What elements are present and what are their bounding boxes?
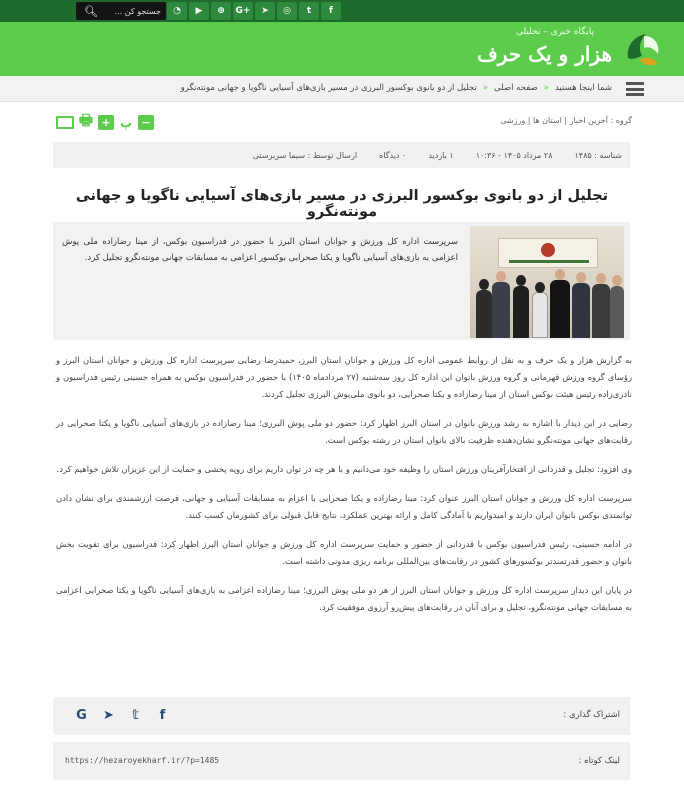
print-icon[interactable]: 🖶︎ xyxy=(78,111,94,129)
font-increase-icon[interactable]: + xyxy=(98,115,114,130)
share-box xyxy=(53,697,630,735)
article-paragraph: رضایی در این دیدار با اشاره به رشد ورزش بانوان در استان البرز اظهار کرد: حضور دو ملی پوش البرزی؛ مینا رضازاده در بازی‌های آسیایی ناگویا و یکتا صحرایی در رقابت‌های جهانی مونته‌نگرو نشان‌دهنده ظرفیت بالای بانوان استان در رشته بوکس است. xyxy=(56,418,632,445)
youtube-icon[interactable]: ▶ xyxy=(189,2,209,20)
breadcrumb-separator-icon: « xyxy=(543,83,549,93)
font-decrease-icon[interactable]: − xyxy=(138,115,154,130)
breadcrumb-home[interactable]: صفحه اصلی xyxy=(493,83,538,93)
instagram-icon[interactable]: ◎ xyxy=(277,2,297,20)
category-trail[interactable]: گروه : آخرین اخبار | استان ها | ورزشی xyxy=(500,116,632,125)
article-lead: سرپرست اداره کل ورزش و جوانان استان البرز با حضور در فدراسیون بوکس، از مینا رضازاده ملی پوش اعزامی به بازی‌های آسیایی ناگویا و یکتا صحرایی بوکسور اعزامی به مسابقات جهانی مونته‌نگرو تجلیل کرد. xyxy=(62,237,458,263)
article-paragraph: به گزارش هزار و یک حرف و به نقل از روابط عمومی اداره کل ورزش و جوانان استان البرز، حمیدرضا رضایی سرپرست اداره کل ورزش و جوانان استان البرز و رؤسای گروه ورزش قهرمانی و گروه ورزش بانوان این اداره کل روز سه‌شنبه (۲۷ مردادماه ۱۴۰۵) با حضور در فدراسیون بوکس به همراه حسینی رئیس فدراسیون و نادری‌زاده رئیس هیئت بوکس استان از مینا رضازاده و یکتا صحرایی، دو بانوی ملی‌پوش البرزی تجلیل کردند. xyxy=(56,355,632,399)
social-links xyxy=(167,2,341,20)
twitter-share-icon[interactable]: 𝕥 xyxy=(132,707,139,723)
google-plus-icon[interactable]: G+ xyxy=(233,2,253,20)
search-box[interactable] xyxy=(76,2,166,20)
visit-count: ۱ بازدید xyxy=(428,150,454,160)
article-id: شناسه : ۱۴۸۵ xyxy=(574,150,622,160)
share-icons xyxy=(73,706,171,724)
breadcrumb xyxy=(181,83,612,93)
share-label: اشتراک گذاری : xyxy=(563,710,620,720)
rss-icon[interactable]: ◔ xyxy=(167,2,187,20)
photo-banner xyxy=(498,238,598,268)
article-paragraph: وی افزود: تجلیل و قدردانی از افتخارآفرینان ورزش استان را وظیفه خود می‌دانیم و با هر چه در توان داریم برای رویه پخشی و حمایت از این عزیزان تلاش خواهیم کرد. xyxy=(56,464,632,474)
facebook-share-icon[interactable]: f xyxy=(159,707,166,723)
short-link-box xyxy=(53,742,630,780)
site-subtitle: پایگاه خبری – تحلیلی xyxy=(515,27,594,37)
article-paragraph: سرپرست اداره کل ورزش و جوانان استان البرز عنوان کرد: مینا رضازاده و یکتا صحرایی با اعزام به مسابقات آسیایی و جهانی، فرصت ارزشمندی برای نشان دادن توانمندی بوکس بانوان ایران دارند و امیدواریم با آمادگی کامل و ارائه بهترین عملکرد، نتایج قابل قبولی برای کشورمان کسب کنند. xyxy=(56,493,632,520)
font-label-icon: پ xyxy=(119,115,133,130)
telegram-icon[interactable]: ➤ xyxy=(255,2,275,20)
site-title[interactable]: هزار و یک حرف xyxy=(477,42,612,66)
dribbble-icon[interactable]: ⊕ xyxy=(211,2,231,20)
google-share-icon[interactable]: G xyxy=(76,707,87,723)
comment-count: ۰ دیدگاه xyxy=(379,150,407,160)
article-title: تجلیل از دو بانوی بوکسور البرزی در مسیر بازی‌های آسیایی ناگویا و جهانی مونته‌نگرو xyxy=(75,188,609,220)
search-input[interactable]: جستجو کن ... xyxy=(114,6,161,16)
article-paragraph: در ادامه حسینی، رئیس فدراسیون بوکس با قدردانی از حضور و حمایت سرپرست اداره کل ورزش و جوانان استان البرز اظهار کرد: فدراسیون برای تقویت بخش بانوان و حضور قدرتمندتر بوکسورهای کشور در رقابت‌های بین‌المللی برنامه ریزی مدونی داشته است. xyxy=(56,539,632,566)
article-photo[interactable] xyxy=(470,226,624,338)
article-tools xyxy=(56,111,154,130)
breadcrumb-here: شما اینجا هستید xyxy=(554,83,612,93)
menu-icon[interactable] xyxy=(626,82,644,96)
short-link-value[interactable]: https://hezaroyekharf.ir/?p=1485 xyxy=(65,756,220,765)
search-icon[interactable]: 🔍︎ xyxy=(84,4,98,18)
breadcrumb-current: تجلیل از دو بانوی بوکسور البرزی در مسیر بازی‌های آسیایی ناگویا و جهانی مونته‌نگرو xyxy=(180,83,477,93)
article-paragraph: در پایان این دیدار سرپرست اداره کل ورزش و جوانان استان البرز از هر دو ملی پوش البرزی؛ مینا رضازاده اعزامی به بازی‌های آسیایی ناگویا و یکتا صحرایی اعزامی به مسابقات جهانی مونته‌نگرو، تجلیل و برای آنان در رقابت‌های پیش‌رو آرزوی موفقیت کرد. xyxy=(56,585,632,612)
telegram-share-icon[interactable]: ➤ xyxy=(103,707,114,723)
breadcrumb-separator-icon: « xyxy=(482,83,488,93)
article-body xyxy=(56,352,632,628)
short-link-label: لینک کوتاه : xyxy=(578,756,620,766)
meta-bar xyxy=(53,142,630,168)
site-logo[interactable] xyxy=(620,28,664,70)
article-date: ۲۸ مرداد ۱۴۰۵ - ۱۰:۳۶ xyxy=(475,150,553,160)
facebook-icon[interactable]: f xyxy=(321,2,341,20)
nav-bar xyxy=(0,76,684,102)
top-bar xyxy=(0,0,684,22)
article-author: ارسال توسط : سیما سربرستی xyxy=(252,150,358,160)
twitter-icon[interactable]: t xyxy=(299,2,319,20)
lead-box xyxy=(53,222,630,340)
site-header xyxy=(0,22,684,76)
email-icon[interactable] xyxy=(56,116,74,129)
